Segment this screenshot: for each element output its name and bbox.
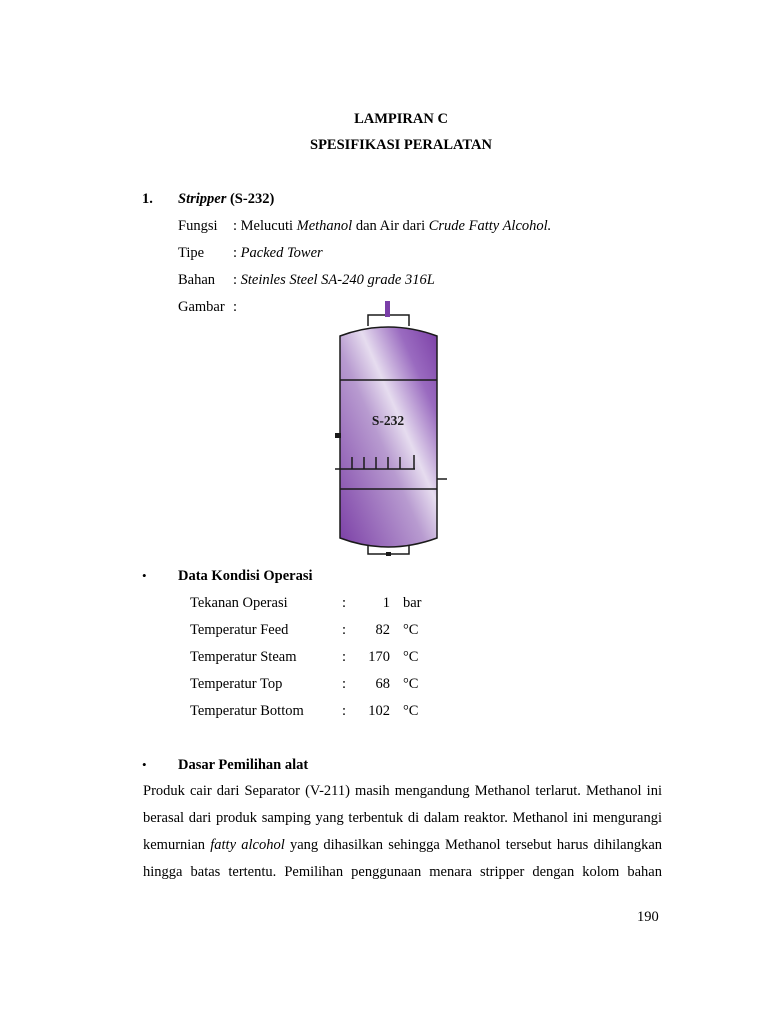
gambar-colon: :: [233, 299, 238, 315]
paragraph-line: [143, 837, 662, 854]
condition-colon: :: [342, 622, 347, 638]
fungsi-methanol: Methanol: [296, 218, 353, 234]
condition-colon: :: [342, 676, 347, 692]
fungsi-value: [233, 218, 551, 235]
tipe-value-row: [233, 245, 323, 262]
tipe-label: Tipe: [178, 245, 205, 261]
item-code: (S-232): [226, 191, 275, 207]
bahan-label: Bahan: [178, 272, 216, 288]
paragraph-segment: kemurnian: [143, 837, 211, 853]
tipe-value: Packed Tower: [240, 245, 323, 261]
paragraph-line: berasal dari produk samping yang terbentuk di dalam reaktor. Methanol ini mengurangi: [143, 810, 662, 826]
condition-value: 1: [382, 595, 390, 611]
condition-colon: :: [342, 649, 347, 665]
gambar-label: Gambar: [178, 299, 225, 315]
operating-heading: Data Kondisi Operasi: [178, 568, 313, 584]
stripper-diagram: [325, 298, 455, 560]
paragraph-line: hingga batas tertentu. Pemilihan penggunaan menara stripper dengan kolom bahan: [143, 864, 662, 880]
bahan-value: Steinles Steel SA-240 grade 316L: [240, 272, 435, 288]
condition-unit: °C: [403, 676, 419, 692]
paragraph-segment: yang dihasilkan sehingga Methanol tersebut harus dihilangkan: [284, 837, 663, 853]
appendix-subtitle: SPESIFIKASI PERALATAN: [310, 137, 492, 153]
paragraph-italic: fatty alcohol: [210, 837, 285, 853]
condition-unit: bar: [403, 595, 422, 611]
item-name: Stripper: [178, 191, 227, 207]
condition-unit: °C: [403, 622, 419, 638]
bullet-operating: •: [142, 568, 147, 583]
feed-nozzle: [335, 433, 341, 438]
vessel-body: [340, 327, 437, 547]
page-number: 190: [637, 909, 659, 925]
item-heading: [178, 191, 274, 208]
condition-value: 68: [375, 676, 390, 692]
condition-colon: :: [342, 703, 347, 719]
appendix-title: LAMPIRAN C: [354, 111, 448, 127]
condition-unit: °C: [403, 703, 419, 719]
condition-unit: °C: [403, 649, 419, 665]
fungsi-cfa: Crude Fatty Alcohol.: [428, 218, 552, 234]
condition-value: 170: [368, 649, 390, 665]
fungsi-prefix: : Melucuti: [233, 218, 297, 234]
top-nozzle: [385, 301, 390, 317]
condition-name: Temperatur Top: [190, 676, 283, 692]
condition-value: 82: [375, 622, 390, 638]
bottom-outlet: [386, 552, 391, 556]
bullet-selection: •: [142, 757, 147, 772]
paragraph-line: Produk cair dari Separator (V-211) masih mengandung Methanol terlarut. Methanol ini: [143, 783, 662, 799]
condition-value: 102: [368, 703, 390, 719]
condition-name: Tekanan Operasi: [190, 595, 288, 611]
fungsi-mid: dan Air dari: [352, 218, 429, 234]
bahan-value-row: [233, 272, 435, 289]
selection-heading: Dasar Pemilihan alat: [178, 757, 309, 773]
tipe-colon: :: [233, 245, 241, 261]
condition-name: Temperatur Steam: [190, 649, 297, 665]
item-number: 1.: [142, 191, 153, 207]
condition-name: Temperatur Bottom: [190, 703, 304, 719]
condition-colon: :: [342, 595, 347, 611]
fungsi-label: Fungsi: [178, 218, 218, 234]
vessel-label: S-232: [371, 413, 405, 428]
condition-name: Temperatur Feed: [190, 622, 289, 638]
bahan-colon: :: [233, 272, 241, 288]
